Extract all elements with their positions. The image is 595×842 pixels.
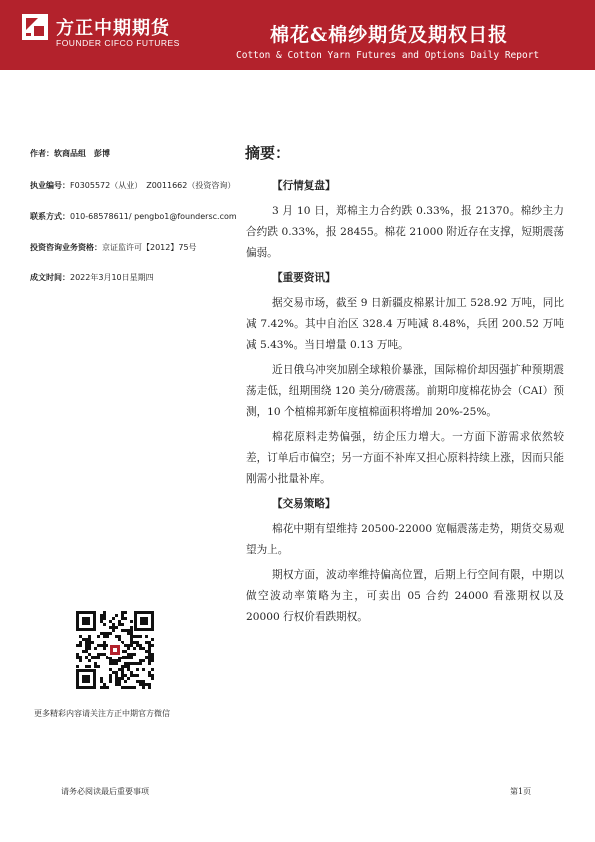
section-heading: 【行情复盘】 <box>272 180 336 192</box>
license-line <box>30 180 235 191</box>
date-value: 2022年3月10日星期四 <box>70 273 154 282</box>
section-market-review <box>246 176 564 264</box>
paragraph: 棉花原料走势偏强，纺企压力增大。一方面下游需求依然较差，订单后市偏空；另一方面不补库又担心原料持续上涨，因而只能刚需小批量补库。 <box>246 431 564 485</box>
contact-line <box>30 211 237 222</box>
company-logo-icon <box>22 14 48 40</box>
page-number: 第1页 <box>510 787 532 796</box>
qualification-value: 京证监许可【2012】75号 <box>102 243 197 252</box>
summary-title: 摘要： <box>245 144 291 162</box>
author-label: 作者： <box>30 149 54 158</box>
section-trading-strategy <box>246 494 564 628</box>
paragraph: 棉花中期有望维持 20500-22000 宽幅震荡走势，期货交易观望为上。 <box>246 523 564 556</box>
paragraph: 3 月 10 日，郑棉主力合约跌 0.33%，报 21370。棉纱主力合约跌 0.33%，报 28455。棉花 21000 附近存在支撑，短期震荡偏弱。 <box>246 205 564 259</box>
report-header <box>0 0 595 70</box>
company-logo-english: FOUNDER CIFCO FUTURES <box>56 38 180 48</box>
contact-value: 010-68578611/ pengbo1@foundersc.com <box>70 212 237 221</box>
section-heading: 【重要资讯】 <box>272 272 336 284</box>
section-key-news <box>246 268 564 490</box>
footer-disclaimer-note: 请务必阅读最后重要事项 <box>61 787 149 796</box>
license-value: F0305572（从业） Z0011662（投资咨询） <box>70 181 236 190</box>
report-subtitle: Cotton & Cotton Yarn Futures and Options Daily Report <box>236 50 540 61</box>
contact-label: 联系方式： <box>30 212 70 221</box>
paragraph: 近日俄乌冲突加剧全球粮价暴涨，国际棉价却因强扩种预期震荡走低，纽期围绕 120 美分/磅震荡。前期印度棉花协会（CAI）预测，10 个植棉邦新年度植棉面积将增加 20%-25%。 <box>246 364 564 418</box>
summary-content <box>246 176 564 632</box>
qualification-line <box>30 242 197 253</box>
paragraph: 据交易市场，截至 9 日新疆皮棉累计加工 528.92 万吨，同比减 7.42%。其中自治区 328.4 万吨减 8.48%，兵团 200.52 万吨减 5.43%。当日增量 0.13 万吨。 <box>246 297 564 351</box>
author-value: 软商品组 彭博 <box>54 149 110 158</box>
report-title: 棉花&棉纱期货及期权日报 <box>270 24 509 46</box>
date-line <box>30 272 154 283</box>
qr-caption: 更多精彩内容请关注方正中期官方微信 <box>34 709 170 718</box>
wechat-qr-code <box>76 611 154 689</box>
license-label: 执业编号： <box>30 181 70 190</box>
section-heading: 【交易策略】 <box>272 498 336 510</box>
date-label: 成文时间： <box>30 273 70 282</box>
qualification-label: 投资咨询业务资格： <box>30 243 102 252</box>
author-line <box>30 148 110 159</box>
paragraph: 期权方面，波动率维持偏高位置，后期上行空间有限，中期以做空波动率策略为主，可卖出 05 合约 24000 看涨期权以及 20000 行权价看跌期权。 <box>246 569 564 623</box>
company-logo-text: 方正中期期货 <box>56 18 170 39</box>
